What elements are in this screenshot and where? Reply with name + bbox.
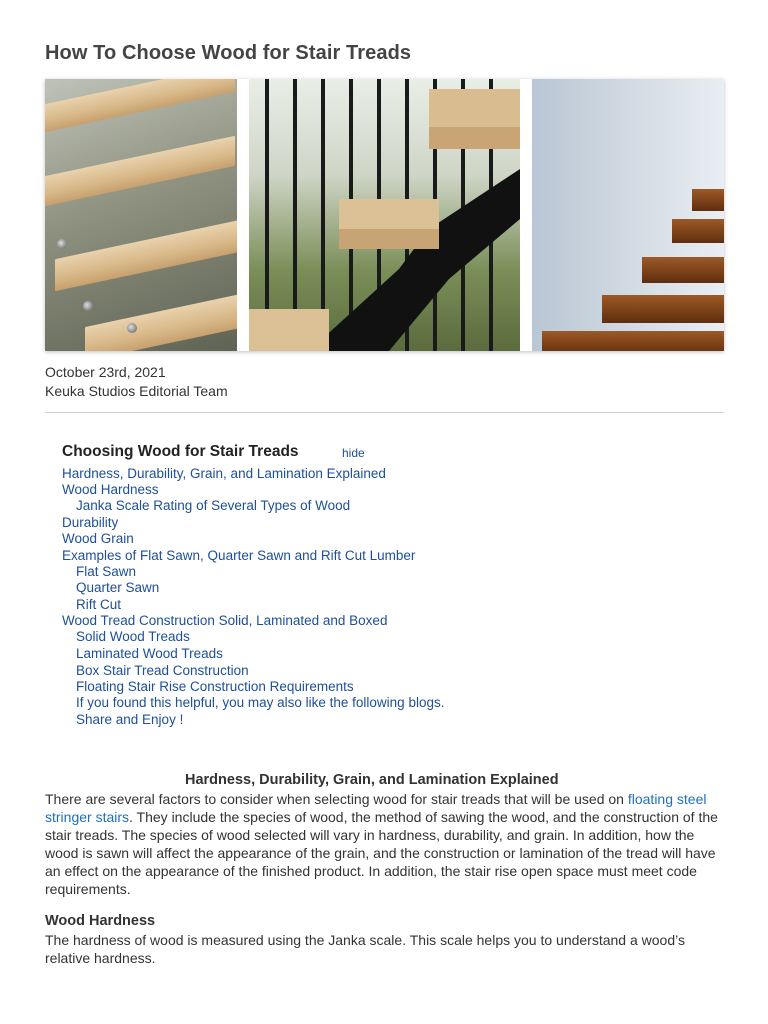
hero-image-center xyxy=(249,79,520,351)
toc-link[interactable]: Hardness, Durability, Grain, and Lamination Explained xyxy=(62,466,386,481)
toc-link[interactable]: Box Stair Tread Construction xyxy=(76,663,249,678)
hero-image-left xyxy=(45,79,237,351)
toc-link[interactable]: Flat Sawn xyxy=(76,564,137,579)
toc-link[interactable]: Wood Tread Construction Solid, Laminated and Boxed xyxy=(62,613,388,628)
tread-shape xyxy=(542,331,724,351)
tread-shape xyxy=(692,189,724,211)
tread-shape xyxy=(85,291,237,351)
floating-stairs-link[interactable]: floating steel stringer stairs xyxy=(45,791,707,825)
hero-image-collage xyxy=(45,79,724,351)
intro-text-start: There are several factors to consider when selecting wood for stair treads that will be used on xyxy=(45,791,628,807)
intro-paragraph xyxy=(45,790,725,898)
toc-link[interactable]: Quarter Sawn xyxy=(76,580,160,595)
page-title: How To Choose Wood for Stair Treads xyxy=(45,42,412,64)
toc-link[interactable]: Janka Scale Rating of Several Types of Wood xyxy=(76,498,351,513)
tread-shape xyxy=(45,79,235,134)
toc-link[interactable]: Floating Stair Rise Construction Requirements xyxy=(76,679,354,694)
tread-shape xyxy=(642,257,724,283)
tread-shape xyxy=(602,295,724,323)
toc-link[interactable]: Solid Wood Treads xyxy=(76,629,190,644)
intro-text-end: . They include the species of wood, the method of sawing the wood, and the construction of the stair treads. The species of wood selected will vary in hardness, durability, and grain. In addition, how the wood is sawn will affect the appearance of the grain, and the construction or lamination of the tread will have an effect on the appearance of the finished product. In addition, the stair rise open space must meet code requirements. xyxy=(45,809,718,897)
tread-shape xyxy=(672,219,724,243)
toc-link[interactable]: If you found this helpful, you may also like the following blogs. xyxy=(76,695,445,710)
toc-link[interactable]: Laminated Wood Treads xyxy=(76,646,223,661)
toc-link[interactable]: Share and Enjoy ! xyxy=(76,712,184,727)
bolt-shape xyxy=(57,239,67,249)
toc-hide-toggle[interactable]: hide xyxy=(342,446,365,460)
post-author: Keuka Studios Editorial Team xyxy=(45,383,228,399)
tread-shape xyxy=(45,136,235,209)
toc-link[interactable]: Examples of Flat Sawn, Quarter Sawn and Rift Cut Lumber xyxy=(62,548,416,563)
post-date: October 23rd, 2021 xyxy=(45,364,166,380)
hardness-paragraph: The hardness of wood is measured using the Janka scale. This scale helps you to understand a wood’s relative hardness. xyxy=(45,932,685,966)
wood-hardness-heading: Wood Hardness xyxy=(45,913,156,929)
stair-illustration xyxy=(249,79,520,351)
toc-link[interactable]: Rift Cut xyxy=(76,597,122,612)
bolt-shape xyxy=(127,323,137,333)
bolt-shape xyxy=(83,301,93,311)
toc-link[interactable]: Durability xyxy=(62,515,119,530)
toc-link[interactable]: Wood Hardness xyxy=(62,482,159,497)
section-heading: Hardness, Durability, Grain, and Lamination Explained xyxy=(185,772,559,788)
hero-image-right xyxy=(532,79,724,351)
divider xyxy=(45,412,724,413)
toc-link[interactable]: Wood Grain xyxy=(62,531,134,546)
toc-heading: Choosing Wood for Stair Treads xyxy=(62,443,299,460)
tread-shape xyxy=(55,219,237,291)
